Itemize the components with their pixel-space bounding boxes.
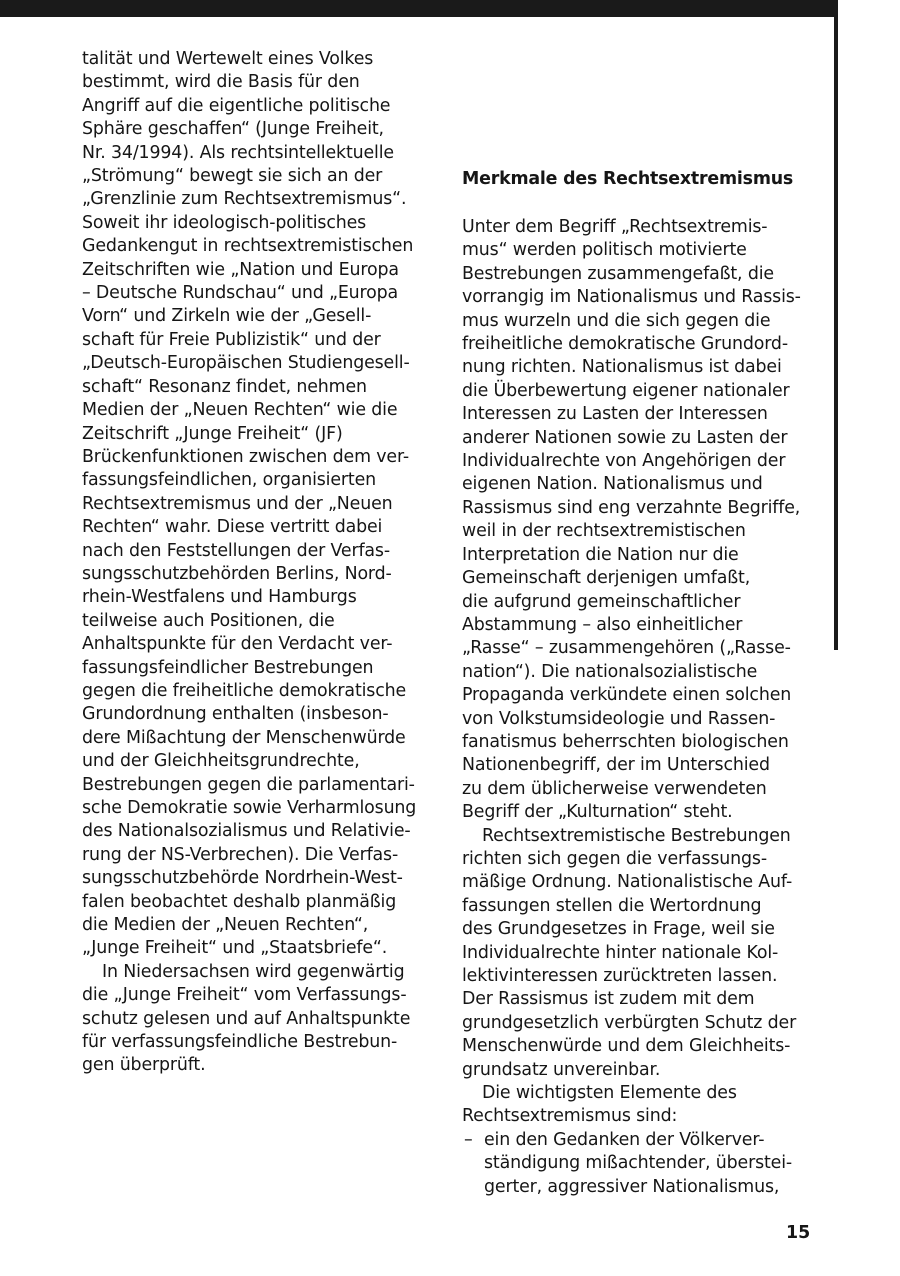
text-line: Medien der „Neuen Rechten“ wie die: [82, 400, 398, 421]
text-line: Soweit ihr ideologisch-politisches: [82, 212, 367, 233]
text-line: falen beobachtet deshalb planmäßig: [82, 891, 397, 912]
section-heading: Merkmale des Rechtsextremismus: [462, 169, 794, 189]
text-line: richten sich gegen die verfassungs-: [462, 848, 767, 869]
text-line: bestimmt, wird die Basis für den: [82, 72, 360, 93]
text-line: und der Gleichheitsgrundrechte,: [82, 751, 360, 772]
bullet-dash: –: [464, 1129, 473, 1150]
text-line: Unter dem Begriff „Rechtsextremis-: [462, 217, 768, 237]
text-line: Interpretation die Nation nur die: [462, 544, 739, 565]
text-line: Rechtsextremismus und der „Neuen: [82, 493, 393, 514]
text-line: sungsschutzbehörden Berlins, Nord-: [82, 563, 392, 584]
text-line: Nr. 34/1994). Als rechtsintellektuelle: [82, 142, 394, 163]
text-line: lektivinteressen zurücktreten lassen.: [462, 966, 778, 986]
text-line: fassungsfeindlichen, organisierten: [82, 470, 376, 491]
text-line: Angriff auf die eigentliche politische: [82, 95, 391, 116]
text-line: Propaganda verkündete einen solchen: [462, 685, 792, 706]
text-line: mäßige Ordnung. Nationalistische Auf-: [462, 872, 793, 893]
bullet-text-line: [462, 1176, 827, 1199]
text-line: Zeitschrift „Junge Freiheit“ (JF): [82, 423, 343, 444]
text-line: teilweise auch Positionen, die: [82, 610, 335, 631]
text-line: Begriff der „Kulturnation“ steht.: [462, 802, 733, 823]
right-paragraph-3: [462, 1082, 827, 1129]
text-line: gen überprüft.: [82, 1055, 206, 1076]
text-line: schaft“ Resonanz findet, nehmen: [82, 376, 367, 397]
bullet-text: ständigung mißachtender, überstei-: [484, 1153, 793, 1174]
text-line: anderer Nationen sowie zu Lasten der: [462, 427, 788, 448]
text-line: Zeitschriften wie „Nation und Europa: [82, 259, 399, 280]
text-line: fanatismus beherrschten biologischen: [462, 731, 789, 752]
text-line: sche Demokratie sowie Verharmlosung: [82, 798, 417, 818]
text-line: Rechtsextremismus sind:: [462, 1106, 678, 1127]
text-line: Brückenfunktionen zwischen dem ver-: [82, 446, 409, 467]
text-line: Die wichtigsten Elemente des: [482, 1083, 737, 1104]
text-line: Grundordnung enthalten (insbeson-: [82, 704, 389, 725]
text-line: die Medien der „Neuen Rechten“,: [82, 915, 369, 936]
top-border-rule: [0, 0, 838, 17]
text-line: sungsschutzbehörde Nordrhein-West-: [82, 868, 403, 889]
text-line: „Strömung“ bewegt sie sich an der: [82, 166, 383, 187]
text-line: rung der NS-Verbrechen). Die Verfas-: [82, 844, 399, 865]
text-line: Rassismus sind eng verzahnte Begriffe,: [462, 497, 801, 518]
text-line: Gemeinschaft derjenigen umfaßt,: [462, 568, 751, 589]
page-number: 15: [786, 1223, 811, 1243]
text-line: nung richten. Nationalismus ist dabei: [462, 357, 782, 378]
text-line: „Rasse“ – zusammengehören („Rasse-: [462, 638, 791, 659]
text-line: weil in der rechtsextremistischen: [462, 521, 746, 542]
text-line: eigenen Nation. Nationalismus und: [462, 474, 763, 495]
text-line: grundgesetzlich verbürgten Schutz der: [462, 1012, 797, 1033]
text-line: Anhaltspunkte für den Verdacht ver-: [82, 634, 393, 655]
text-line: talität und Wertewelt eines Volkes: [82, 49, 374, 69]
text-line: „Deutsch-Europäischen Studiengesell-: [82, 353, 410, 374]
text-line: Abstammung – also einheitlicher: [462, 614, 743, 635]
text-line: In Niedersachsen wird gegenwärtig: [102, 961, 405, 982]
text-line: Individualrechte von Angehörigen der: [462, 451, 786, 472]
text-line: – Deutsche Rundschau“ und „Europa: [82, 283, 399, 304]
right-column: [462, 216, 827, 1199]
text-line: Sphäre geschaffen“ (Junge Freiheit,: [82, 119, 384, 140]
right-paragraph-2: [462, 825, 827, 1082]
text-line: Rechtsextremistische Bestrebungen: [482, 825, 791, 846]
text-line: gegen die freiheitliche demokratische: [82, 680, 407, 701]
text-line: schutz gelesen und auf Anhaltspunkte: [82, 1008, 411, 1029]
text-line: die Überbewertung eigener nationaler: [462, 380, 790, 401]
right-border-rule: [834, 10, 838, 650]
left-column: [82, 48, 442, 1078]
text-line: mus wurzeln und die sich gegen die: [462, 310, 771, 331]
text-line: für verfassungsfeindliche Bestrebun-: [82, 1032, 398, 1053]
bullet-text: gerter, aggressiver Nationalismus,: [484, 1176, 780, 1197]
text-line: Bestrebungen zusammengefaßt, die: [462, 263, 774, 284]
text-line: die „Junge Freiheit“ vom Verfassungs-: [82, 985, 407, 1006]
text-line: grundsatz unvereinbar.: [462, 1059, 661, 1080]
text-line: zu dem üblicherweise verwendeten: [462, 778, 767, 799]
text-line: Gedankengut in rechtsextremistischen: [82, 236, 414, 257]
text-line: Nationenbegriff, der im Unterschied: [462, 755, 770, 776]
text-line: Der Rassismus ist zudem mit dem: [462, 989, 755, 1010]
text-line: Interessen zu Lasten der Interessen: [462, 404, 768, 425]
text-line: vorrangig im Nationalismus und Rassis-: [462, 287, 801, 308]
text-line: fassungen stellen die Wertordnung: [462, 895, 762, 916]
text-line: schaft für Freie Publizistik“ und der: [82, 329, 381, 350]
text-line: des Nationalsozialismus und Relativie-: [82, 821, 411, 842]
left-paragraph-1: [82, 48, 442, 961]
text-line: „Junge Freiheit“ und „Staatsbriefe“.: [82, 938, 388, 959]
text-line: „Grenzlinie zum Rechtsextremismus“.: [82, 189, 407, 210]
text-line: dere Mißachtung der Menschenwürde: [82, 727, 406, 748]
text-line: des Grundgesetzes in Frage, weil sie: [462, 919, 775, 940]
text-line: Vorn“ und Zirkeln wie der „Gesell-: [82, 306, 372, 327]
text-line: Menschenwürde und dem Gleichheits-: [462, 1036, 791, 1057]
text-line: von Volkstumsideologie und Rassen-: [462, 708, 776, 729]
bullet-list: [462, 1129, 827, 1199]
text-line: rhein-Westfalens und Hamburgs: [82, 587, 357, 608]
bullet-text-line: [462, 1129, 827, 1152]
text-line: fassungsfeindlicher Bestrebungen: [82, 657, 374, 678]
bullet-text-line: [462, 1152, 827, 1175]
text-line: Individualrechte hinter nationale Kol-: [462, 942, 779, 963]
right-paragraph-1: [462, 216, 827, 825]
text-line: Rechten“ wahr. Diese vertritt dabei: [82, 517, 383, 538]
bullet-text: ein den Gedanken der Völkerver-: [484, 1129, 765, 1150]
text-line: nation“). Die nationalsozialistische: [462, 661, 758, 682]
text-line: freiheitliche demokratische Grundord-: [462, 334, 788, 355]
text-line: mus“ werden politisch motivierte: [462, 240, 747, 261]
text-line: Bestrebungen gegen die parlamentari-: [82, 774, 415, 795]
left-paragraph-2: [82, 961, 442, 1078]
text-line: die aufgrund gemeinschaftlicher: [462, 591, 741, 612]
text-line: nach den Feststellungen der Verfas-: [82, 540, 390, 561]
